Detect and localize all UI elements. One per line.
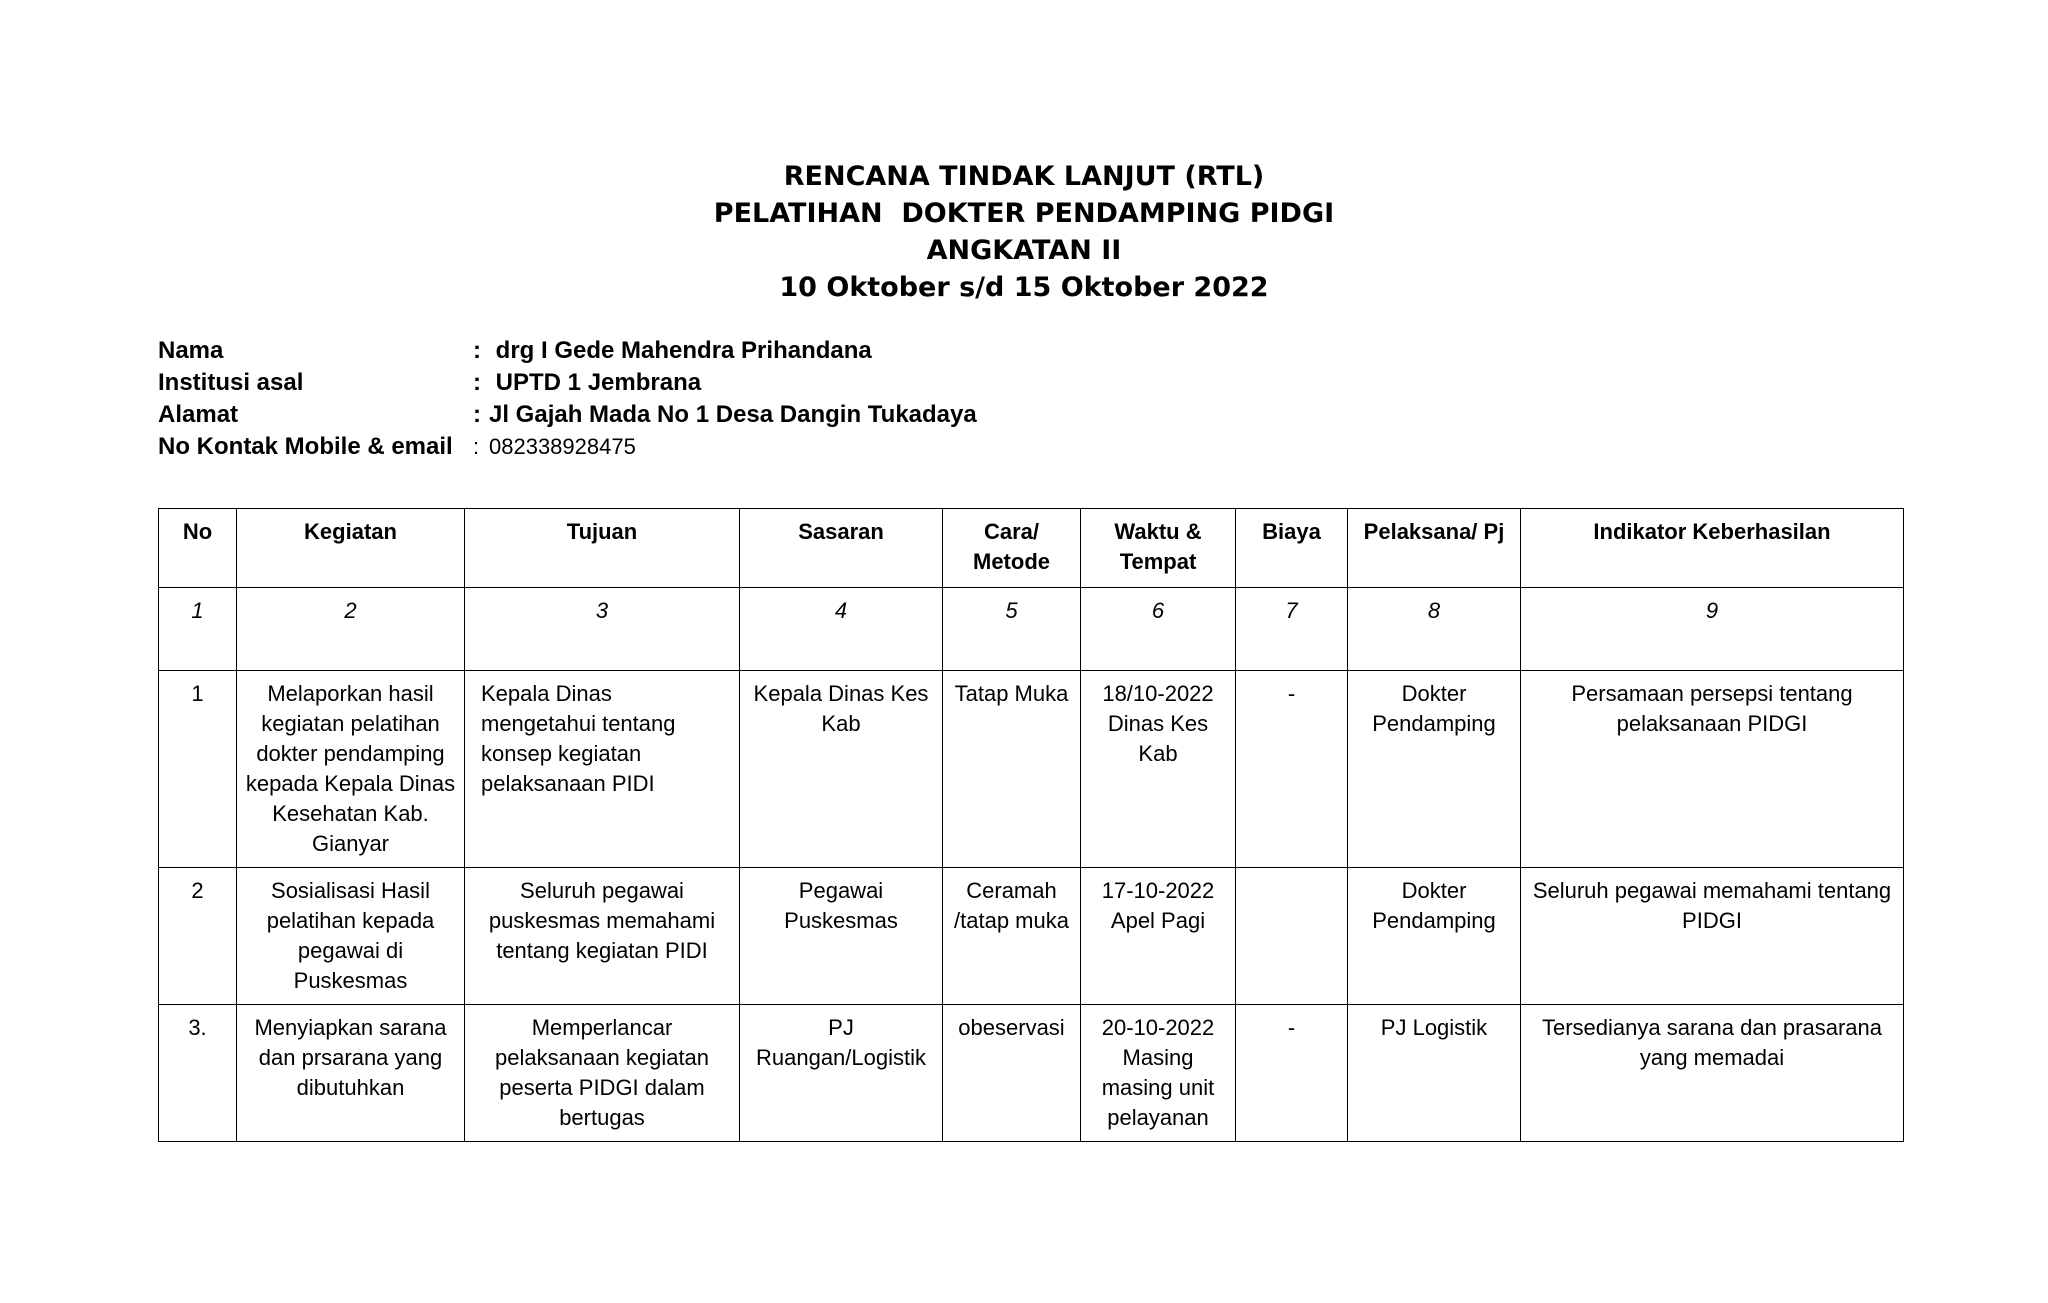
table-cell: Sosialisasi Hasil pelatihan kepada pegawai di Puskesmas: [237, 868, 465, 1005]
header-cell: Biaya: [1236, 509, 1348, 588]
table-cell: Seluruh pegawai memahami tentang PIDGI: [1521, 868, 1904, 1005]
column-number-row: [159, 588, 1904, 671]
table-cell: [1236, 868, 1348, 1005]
header-cell: Kegiatan: [237, 509, 465, 588]
table-cell: -: [1236, 1005, 1348, 1142]
table-cell: Menyiapkan sarana dan prsarana yang dibutuhkan: [237, 1005, 465, 1142]
header-cell: Waktu & Tempat: [1081, 509, 1236, 588]
table-cell: 3.: [159, 1005, 237, 1142]
info-separator: :: [473, 434, 480, 459]
table-cell: Tatap Muka: [943, 671, 1081, 868]
table-cell: Dokter Pendamping: [1348, 868, 1521, 1005]
header-cell: Indikator Keberhasilan: [1521, 509, 1904, 588]
column-number-cell: 7: [1236, 588, 1348, 671]
table-cell: Dokter Pendamping: [1348, 671, 1521, 868]
table-cell: Melaporkan hasil kegiatan pelatihan dokter pendamping kepada Kepala Dinas Kesehatan Kab. Gianyar: [237, 671, 465, 868]
info-separator: :: [473, 369, 481, 396]
info-row-kontak: [158, 431, 977, 463]
info-label: Nama: [158, 337, 224, 364]
table-cell: obeservasi: [943, 1005, 1081, 1142]
column-number-cell: 6: [1081, 588, 1236, 671]
column-number-cell: 5: [943, 588, 1081, 671]
info-separator: :: [473, 337, 481, 364]
participant-info: [158, 335, 977, 463]
table-cell: 18/10-2022 Dinas Kes Kab: [1081, 671, 1236, 868]
info-row-nama: [158, 335, 977, 367]
info-value: UPTD 1 Jembrana: [495, 369, 702, 396]
column-number-cell: 8: [1348, 588, 1521, 671]
column-number-cell: 4: [740, 588, 943, 671]
info-value: Jl Gajah Mada No 1 Desa Dangin Tukadaya: [489, 401, 977, 428]
table-cell: 17-10-2022 Apel Pagi: [1081, 868, 1236, 1005]
table-row: [159, 1005, 1904, 1142]
table-cell: Persamaan persepsi tentang pelaksanaan PIDGI: [1521, 671, 1904, 868]
column-number-cell: 9: [1521, 588, 1904, 671]
header-cell: Cara/ Metode: [943, 509, 1081, 588]
table-cell: Pegawai Puskesmas: [740, 868, 943, 1005]
info-separator: :: [473, 401, 481, 428]
table-cell: Ceramah /tatap muka: [943, 868, 1081, 1005]
info-value: drg I Gede Mahendra Prihandana: [495, 337, 872, 364]
table-cell: Seluruh pegawai puskesmas memahami tentang kegiatan PIDI: [465, 868, 740, 1005]
column-number-cell: 2: [237, 588, 465, 671]
table-cell: PJ Ruangan/Logistik: [740, 1005, 943, 1142]
header-cell: Sasaran: [740, 509, 943, 588]
info-label: Institusi asal: [158, 369, 304, 396]
info-row-alamat: [158, 399, 977, 431]
table-row: [159, 868, 1904, 1005]
rtl-table: [158, 508, 1904, 1142]
table-cell: 20-10-2022 Masing masing unit pelayanan: [1081, 1005, 1236, 1142]
table-cell: Kepala Dinas mengetahui tentang konsep kegiatan pelaksanaan PIDI: [465, 671, 740, 868]
title-line-2: PELATIHAN DOKTER PENDAMPING PIDGI: [713, 198, 1335, 229]
info-label: Alamat: [158, 401, 239, 428]
column-number-cell: 1: [159, 588, 237, 671]
header-cell: Pelaksana/ Pj: [1348, 509, 1521, 588]
document-title: [0, 158, 2048, 306]
table-cell: -: [1236, 671, 1348, 868]
table-header-row: [159, 509, 1904, 588]
header-cell: Tujuan: [465, 509, 740, 588]
header-cell: No: [159, 509, 237, 588]
table-cell: 1: [159, 671, 237, 868]
title-line-4: 10 Oktober s/d 15 Oktober 2022: [779, 272, 1269, 303]
column-number-cell: 3: [465, 588, 740, 671]
info-label: No Kontak Mobile & email: [158, 433, 453, 460]
info-row-institusi: [158, 367, 977, 399]
table-cell: Kepala Dinas Kes Kab: [740, 671, 943, 868]
table-cell: Tersedianya sarana dan prasarana yang memadai: [1521, 1005, 1904, 1142]
table-cell: PJ Logistik: [1348, 1005, 1521, 1142]
table-row: [159, 671, 1904, 868]
table-cell: 2: [159, 868, 237, 1005]
info-value: 082338928475: [489, 434, 636, 459]
table-cell: Memperlancar pelaksanaan kegiatan peserta PIDGI dalam bertugas: [465, 1005, 740, 1142]
title-line-3: ANGKATAN II: [926, 235, 1122, 266]
title-line-1: RENCANA TINDAK LANJUT (RTL): [783, 161, 1265, 192]
